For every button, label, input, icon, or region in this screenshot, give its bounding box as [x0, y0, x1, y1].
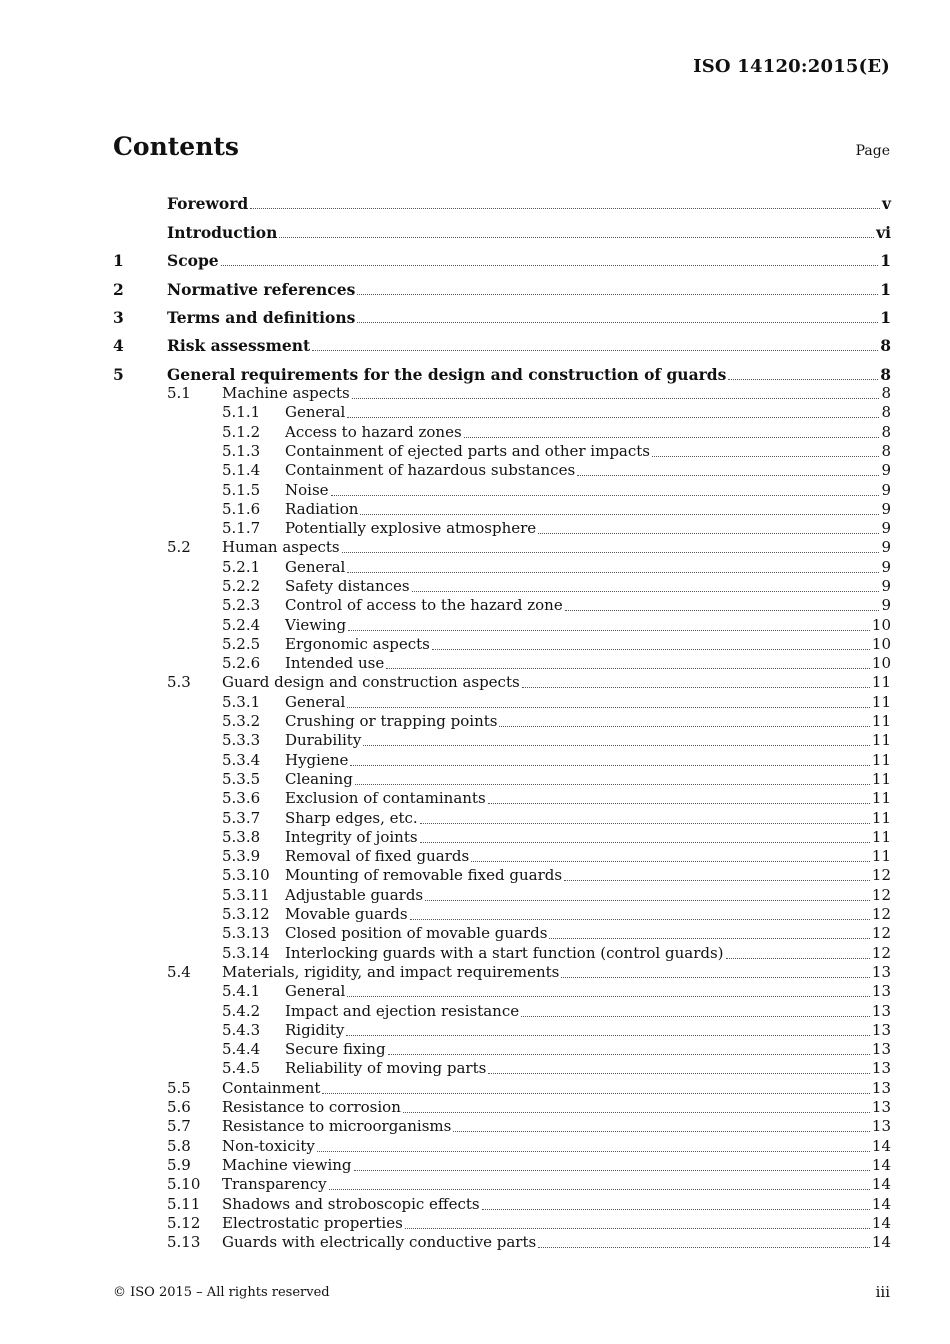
toc-entry-page: 13	[871, 1059, 891, 1078]
toc-entry[interactable]	[113, 1156, 891, 1175]
toc-entry-title: Adjustable guards	[285, 885, 424, 904]
toc-entry-number: 5.3.13	[222, 924, 270, 943]
toc-entry[interactable]	[113, 808, 891, 827]
toc-entry[interactable]	[113, 982, 891, 1001]
toc-entry[interactable]	[113, 943, 891, 962]
toc-entry[interactable]	[113, 185, 891, 213]
dot-leader	[221, 265, 879, 266]
toc-entry[interactable]	[113, 596, 891, 615]
dot-leader	[388, 1054, 870, 1055]
toc-entry-title: Shadows and stroboscopic effects	[222, 1194, 480, 1213]
toc-entry-number: 1	[113, 251, 124, 271]
toc-entry-page: 10	[871, 615, 891, 634]
toc-entry-page: 13	[871, 1098, 891, 1117]
toc-entry-title: Viewing	[285, 615, 347, 634]
toc-entry[interactable]	[113, 866, 891, 885]
toc-entry-page: 9	[881, 461, 891, 480]
contents-heading: Contents	[113, 132, 240, 161]
dot-leader	[522, 687, 870, 688]
toc-entry-page: 13	[871, 982, 891, 1001]
toc-entry[interactable]	[113, 270, 891, 298]
toc-entry[interactable]	[113, 1040, 891, 1059]
toc-entry-number: 5.3.10	[222, 866, 270, 885]
page-column-label: Page	[855, 143, 890, 159]
toc-entry-number: 5.3.6	[222, 789, 261, 808]
toc-entry-number: 5.4	[167, 962, 191, 981]
toc-entry-page: 8	[880, 364, 891, 384]
dot-leader	[357, 294, 878, 295]
toc-entry-page: 14	[871, 1233, 891, 1252]
toc-entry-number: 5.3.12	[222, 905, 270, 924]
toc-entry-title: Access to hazard zones	[285, 422, 462, 441]
toc-entry-number: 5.11	[167, 1194, 201, 1213]
toc-entry[interactable]	[113, 1078, 891, 1097]
toc-entry-number: 5.3.5	[222, 769, 261, 788]
toc-entry-title: Ergonomic aspects	[285, 634, 430, 653]
toc-entry-page: 1	[880, 307, 891, 327]
dot-leader	[425, 900, 870, 901]
toc-entry-page: 8	[881, 403, 891, 422]
toc-entry[interactable]	[113, 963, 891, 982]
toc-entry-number: 5.13	[167, 1233, 201, 1252]
toc-entry-page: 14	[871, 1194, 891, 1213]
toc-entry-page: 14	[871, 1155, 891, 1174]
dot-leader	[329, 1189, 870, 1190]
toc-entry-title: Guard design and construction aspects	[222, 673, 520, 692]
toc-entry-page: 11	[871, 692, 891, 711]
dot-leader	[405, 1228, 870, 1229]
dot-leader	[471, 861, 870, 862]
toc-entry-title: General requirements for the design and construction of guards	[167, 364, 727, 384]
toc-entry-page: 11	[871, 673, 891, 692]
toc-entry-number: 5.2.3	[222, 596, 261, 615]
toc-entry[interactable]	[113, 557, 891, 576]
toc-entry-title: Containment of ejected parts and other impacts	[285, 441, 650, 460]
toc-entry-number: 5.3.4	[222, 750, 261, 769]
toc-entry-number: 5.3.7	[222, 808, 261, 827]
dot-leader	[312, 350, 878, 351]
toc-entry-title: Reliability of moving parts	[285, 1059, 487, 1078]
toc-entry-title: Interlocking guards with a start function (control guards)	[285, 943, 724, 962]
toc-entry-title: Containment	[222, 1078, 321, 1097]
toc-entry[interactable]	[113, 1136, 891, 1155]
toc-entry-title: Noise	[285, 480, 329, 499]
toc-entry-title: Cleaning	[285, 769, 353, 788]
toc-entry-title: Exclusion of contaminants	[285, 789, 486, 808]
toc-entry-page: 11	[871, 769, 891, 788]
toc-entry-title: Mounting of removable fixed guards	[285, 866, 563, 885]
dot-leader	[347, 417, 879, 418]
toc-entry[interactable]	[113, 1001, 891, 1020]
dot-leader	[453, 1131, 870, 1132]
toc-entry[interactable]	[113, 355, 891, 383]
toc-entry[interactable]	[113, 480, 891, 499]
toc-entry-title: Risk assessment	[167, 336, 311, 356]
toc-entry-page: 9	[881, 519, 891, 538]
dot-leader	[403, 1112, 870, 1113]
toc-entry-number: 5.1.3	[222, 441, 261, 460]
toc-entry[interactable]	[113, 673, 891, 692]
toc-entry[interactable]	[113, 384, 891, 403]
dot-leader	[564, 880, 870, 881]
dot-leader	[342, 552, 880, 553]
dot-leader	[363, 745, 870, 746]
toc-entry-number: 5.1.2	[222, 422, 261, 441]
toc-entry-title: Resistance to microorganisms	[222, 1117, 452, 1136]
toc-entry-page: 12	[871, 885, 891, 904]
dot-leader	[331, 495, 880, 496]
toc-entry[interactable]	[113, 461, 891, 480]
toc-entry-title: Radiation	[285, 499, 359, 518]
toc-entry-number: 5.3	[167, 673, 191, 692]
toc-entry[interactable]	[113, 885, 891, 904]
toc-entry-page: 13	[871, 1078, 891, 1097]
toc-entry[interactable]	[113, 750, 891, 769]
dot-leader	[346, 1035, 870, 1036]
toc-entry-number: 3	[113, 307, 124, 327]
dot-leader	[726, 958, 870, 959]
toc-entry-page: 13	[871, 1040, 891, 1059]
toc-entry-title: Movable guards	[285, 905, 408, 924]
toc-entry-number: 5.2.5	[222, 634, 261, 653]
toc-entry-page: 9	[881, 596, 891, 615]
toc-entry[interactable]	[113, 577, 891, 596]
toc-entry-number: 5.3.9	[222, 847, 261, 866]
toc-entry[interactable]	[113, 538, 891, 557]
toc-entry-title: Normative references	[167, 279, 356, 299]
toc-entry[interactable]	[113, 654, 891, 673]
toc-entry-number: 5.12	[167, 1213, 201, 1232]
toc-entry-title: General	[285, 557, 346, 576]
toc-entry-title: Integrity of joints	[285, 827, 418, 846]
dot-leader	[432, 649, 870, 650]
toc-entry-title: Durability	[285, 731, 362, 750]
toc-entry[interactable]	[113, 692, 891, 711]
toc-entry-number: 4	[113, 336, 124, 356]
dot-leader	[352, 398, 880, 399]
toc-entry-page: 11	[871, 731, 891, 750]
dot-leader	[410, 919, 870, 920]
dot-leader	[357, 322, 878, 323]
toc-entry-page: 9	[881, 538, 891, 557]
toc-entry-title: Rigidity	[285, 1020, 345, 1039]
toc-entry-title: Secure fixing	[285, 1040, 386, 1059]
toc-entry-page: 12	[871, 924, 891, 943]
toc-entry[interactable]	[113, 847, 891, 866]
toc-entry-page: v	[881, 194, 891, 214]
toc-entry-page: 13	[871, 1001, 891, 1020]
toc-entry[interactable]	[113, 905, 891, 924]
toc-entry-page: 8	[881, 422, 891, 441]
dot-leader	[322, 1093, 870, 1094]
toc-entry-page: 11	[871, 808, 891, 827]
toc-entry-title: Control of access to the hazard zone	[285, 596, 563, 615]
toc-entry-number: 5.7	[167, 1117, 191, 1136]
toc-entry-title: Foreword	[167, 194, 249, 214]
toc-entry[interactable]	[113, 1059, 891, 1078]
toc-entry-title: Sharp edges, etc.	[285, 808, 418, 827]
dot-leader	[652, 456, 879, 457]
toc-entry-page: 13	[871, 962, 891, 981]
dot-leader	[549, 938, 870, 939]
toc-entry[interactable]	[113, 615, 891, 634]
dot-leader	[538, 533, 879, 534]
toc-entry-title: Transparency	[222, 1175, 327, 1194]
toc-entry-page: 8	[881, 441, 891, 460]
toc-entry-title: Safety distances	[285, 577, 410, 595]
toc-entry[interactable]	[113, 789, 891, 808]
toc-entry[interactable]	[113, 213, 891, 241]
toc-entry-title: Electrostatic properties	[222, 1213, 403, 1232]
toc-entry[interactable]	[113, 242, 891, 270]
dot-leader	[420, 842, 870, 843]
toc-entry-number: 5.5	[167, 1078, 191, 1097]
toc-entry-number: 5.1.6	[222, 499, 261, 518]
toc-entry-title: Closed position of movable guards	[285, 924, 548, 943]
toc-entry-page: 11	[871, 789, 891, 808]
toc-entry-number: 5.1.5	[222, 480, 261, 499]
dot-leader	[420, 823, 870, 824]
toc-entry-page: 14	[871, 1175, 891, 1194]
toc-entry[interactable]	[113, 1194, 891, 1213]
dot-leader	[499, 726, 869, 727]
toc-entry-page: 11	[871, 750, 891, 769]
toc-entry-number: 2	[113, 279, 124, 299]
dot-leader	[348, 630, 870, 631]
toc-entry-page: 10	[871, 654, 891, 673]
toc-entry-title: Intended use	[285, 654, 385, 673]
toc-entry-title: General	[285, 692, 346, 711]
toc-entry-title: Containment of hazardous substances	[285, 461, 576, 480]
toc-entry-number: 5.4.3	[222, 1020, 261, 1039]
toc-entry[interactable]	[113, 731, 891, 750]
toc-entry-title: Potentially explosive atmosphere	[285, 519, 537, 538]
dot-leader	[347, 572, 879, 573]
toc-entry[interactable]	[113, 327, 891, 355]
toc-entry-title: Impact and ejection resistance	[285, 1001, 520, 1020]
dot-leader	[464, 437, 880, 438]
toc-entry-title: Crushing or trapping points	[285, 712, 498, 731]
toc-entry-page: 13	[871, 1117, 891, 1136]
toc-entry-title: Machine aspects	[222, 384, 350, 403]
toc-entry-title: Introduction	[167, 222, 278, 242]
toc-entry-title: Human aspects	[222, 538, 340, 557]
toc-entry[interactable]	[113, 828, 891, 847]
dot-leader	[538, 1247, 870, 1248]
toc-entry-title: Resistance to corrosion	[222, 1098, 401, 1117]
toc-entry[interactable]	[113, 1214, 891, 1233]
toc-entry-number: 5.2.6	[222, 654, 261, 673]
dot-leader	[360, 514, 879, 515]
toc-entry-title: Guards with electrically conductive parts	[222, 1233, 537, 1252]
toc-entry[interactable]	[113, 712, 891, 731]
toc-entry-page: 1	[880, 279, 891, 299]
toc-entry-number: 5.4.1	[222, 982, 261, 1001]
toc-entry-number: 5.2	[167, 538, 191, 557]
toc-entry-number: 5.8	[167, 1136, 191, 1155]
toc-entry-page: 9	[881, 480, 891, 499]
toc-entry[interactable]	[113, 1175, 891, 1194]
dot-leader	[521, 1016, 870, 1017]
dot-leader	[488, 1073, 870, 1074]
toc-entry-number: 5.1.7	[222, 519, 261, 538]
toc-entry[interactable]	[113, 519, 891, 538]
toc-entry[interactable]	[113, 1098, 891, 1117]
footer-copyright: © ISO 2015 – All rights reserved	[113, 1285, 330, 1300]
toc-entry-number: 5.2.4	[222, 615, 261, 634]
toc-entry[interactable]	[113, 1117, 891, 1136]
toc-entry-number: 5.3.2	[222, 712, 261, 731]
toc-entry-title: Removal of fixed guards	[285, 847, 470, 866]
toc-entry-page: 11	[871, 827, 891, 846]
dot-leader	[561, 977, 870, 978]
dot-leader	[250, 208, 880, 209]
toc-entry-number: 5.6	[167, 1098, 191, 1117]
toc-entry-page: 9	[881, 557, 891, 576]
dot-leader	[355, 784, 870, 785]
toc-entry[interactable]	[113, 299, 891, 327]
toc-entry-page: 8	[881, 384, 891, 403]
dot-leader	[488, 803, 870, 804]
toc-entry-page: 14	[871, 1213, 891, 1232]
toc-entry-page: 11	[871, 712, 891, 731]
toc-entry-title: Terms and definitions	[167, 307, 356, 327]
toc-entry-number: 5.1.4	[222, 461, 261, 480]
dot-leader	[728, 379, 878, 380]
toc-entry-number: 5.1	[167, 384, 191, 403]
toc-entry-number: 5.2.1	[222, 557, 261, 576]
toc-entry-page: 14	[871, 1136, 891, 1155]
toc-entry-number: 5.9	[167, 1155, 191, 1174]
toc-entry-page: 12	[871, 905, 891, 924]
dot-leader	[350, 765, 870, 766]
toc-entry-number: 5.3.11	[222, 885, 270, 904]
toc-entry-number: 5.3.8	[222, 827, 261, 846]
toc-entry-number: 5.10	[167, 1175, 201, 1194]
dot-leader	[577, 475, 879, 476]
dot-leader	[279, 237, 874, 238]
toc-entry-page: 9	[881, 577, 891, 595]
footer-page-number: iii	[875, 1283, 890, 1301]
toc-entry-page: 1	[880, 251, 891, 271]
toc-entry[interactable]	[113, 422, 891, 441]
toc-entry[interactable]	[113, 770, 891, 789]
toc-entry-title: Materials, rigidity, and impact requirements	[222, 962, 560, 981]
toc-entry-number: 5.1.1	[222, 403, 261, 422]
toc-entry-page: 12	[871, 866, 891, 885]
toc-entry[interactable]	[113, 924, 891, 943]
dot-leader	[565, 610, 880, 611]
toc-entry-page: 9	[881, 499, 891, 518]
dot-leader	[482, 1209, 870, 1210]
toc-entry[interactable]	[113, 500, 891, 519]
toc-entry-title: Machine viewing	[222, 1155, 352, 1174]
toc-entry-page: 13	[871, 1020, 891, 1039]
toc-entry[interactable]	[113, 442, 891, 461]
dot-leader	[347, 707, 870, 708]
toc-entry[interactable]	[113, 635, 891, 654]
toc-entry[interactable]	[113, 403, 891, 422]
toc-entry-number: 5.3.14	[222, 943, 270, 962]
toc-entry-page: 8	[880, 336, 891, 356]
table-of-contents	[113, 185, 891, 1252]
dot-leader	[317, 1151, 870, 1152]
toc-entry-page: 12	[871, 943, 891, 962]
toc-entry-page: 10	[871, 634, 891, 653]
toc-entry-number: 5	[113, 364, 124, 384]
toc-entry-number: 5.4.4	[222, 1040, 261, 1059]
toc-entry-title: General	[285, 982, 346, 1001]
toc-entry-page: 11	[871, 847, 891, 866]
dot-leader	[347, 996, 870, 997]
toc-entry-number: 5.4.2	[222, 1001, 261, 1020]
toc-entry-title: General	[285, 403, 346, 422]
dot-leader	[412, 591, 880, 592]
toc-entry-page: vi	[876, 222, 891, 242]
toc-entry-number: 5.2.2	[222, 577, 261, 595]
toc-entry-title: Non-toxicity	[222, 1136, 315, 1155]
toc-entry-title: Hygiene	[285, 750, 349, 769]
toc-entry-title: Scope	[167, 251, 219, 271]
toc-entry-number: 5.3.1	[222, 692, 261, 711]
document-id-header: ISO 14120:2015(E)	[693, 56, 890, 77]
toc-entry-number: 5.3.3	[222, 731, 261, 750]
toc-entry-number: 5.4.5	[222, 1059, 261, 1078]
toc-entry[interactable]	[113, 1021, 891, 1040]
dot-leader	[354, 1170, 870, 1171]
toc-entry[interactable]	[113, 1233, 891, 1252]
dot-leader	[386, 668, 870, 669]
